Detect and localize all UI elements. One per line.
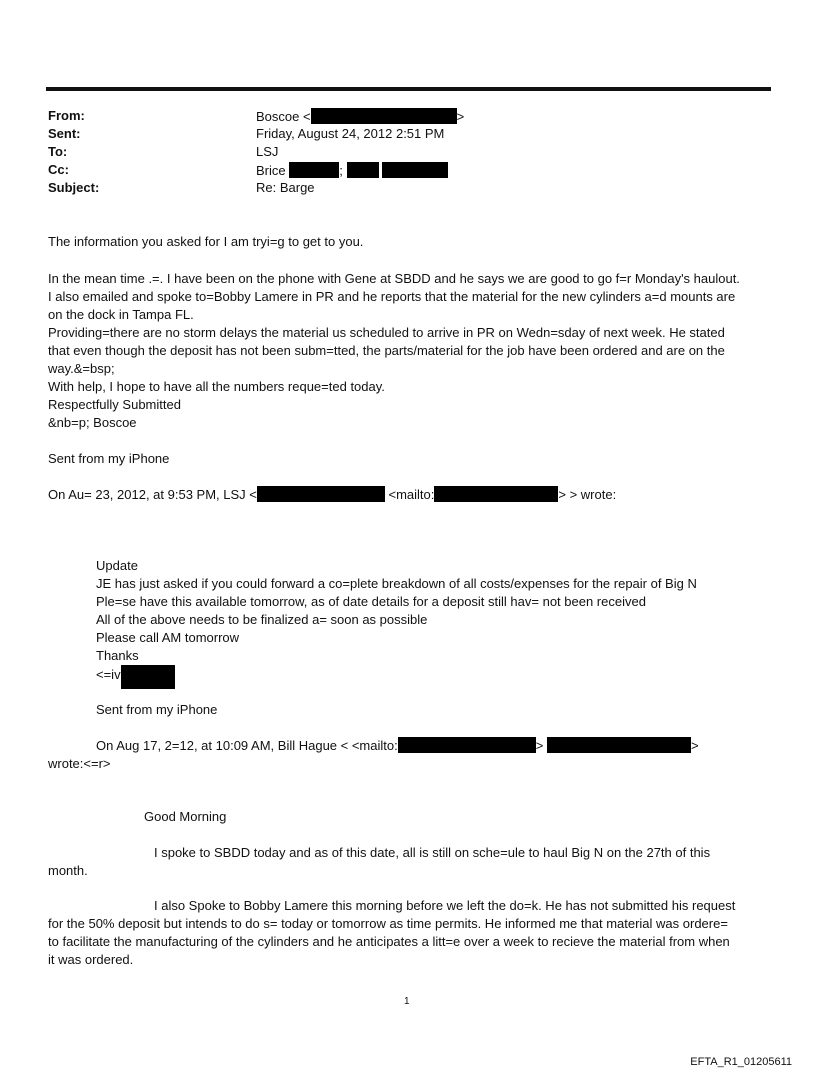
quoted-line: All of the above needs to be finalized a= soon as possible [96,612,428,627]
to-label: To: [48,144,68,159]
redaction-box [257,486,385,502]
cc-separator: ; [339,163,343,178]
quoted-line: Ple=se have this available tomorrow, as of date details for a deposit still hav= not been received [96,594,646,609]
page-number: 1 [404,996,410,1007]
body-line: Respectfully Submitted [48,397,181,412]
document-id: EFTA_R1_01205611 [690,1056,792,1068]
body-line: I also emailed and spoke to=Bobby Lamere in PR and he reports that the material for the new cylinders a=d mounts are [48,289,736,304]
inner-line: I also Spoke to Bobby Lamere this morning before we left the do=k. He has not submitted his request [154,898,736,913]
quote-mid: > [535,738,544,753]
inner-line: month. [48,863,88,878]
body-line: Providing=there are no storm delays the material us scheduled to arrive in PR on Wedn=sday of next week. He stated [48,325,725,340]
sent-from-line: Sent from my iPhone [48,451,170,466]
sent-label: Sent: [48,126,81,141]
redaction-box [382,162,448,178]
to-value: LSJ [256,144,279,159]
redaction-box [547,737,691,753]
cc-value [256,162,448,178]
quote-mailto: <mailto: [388,487,435,502]
quoted-line: Update [96,558,138,573]
redaction-box [121,665,175,689]
inner-line: it was ordered. [48,952,134,967]
cc-label: Cc: [48,162,69,177]
redaction-box [289,162,339,178]
inner-line: for the 50% deposit but intends to do s= today or tomorrow as time permits. He informed me that material was ordere= [48,916,728,931]
subject-label: Subject: [48,180,100,195]
subject-value: Re: Barge [256,180,315,195]
from-close: > [456,109,465,124]
quote-suffix: > > wrote: [558,487,617,502]
from-label: From: [48,108,85,123]
quoted-sent-from: Sent from my iPhone [96,702,218,717]
from-value [256,108,464,124]
inner-line: to facilitate the manufacturing of the cylinders and he anticipates a litt=e over a week to recieve the material from when [48,934,730,949]
quoted-line [96,665,175,689]
quote-wrote: wrote:<=r> [48,756,111,771]
quoted-line: Thanks [96,648,139,663]
redaction-box [434,486,558,502]
body-line: way.&=bsp; [48,361,115,376]
redaction-box [398,737,536,753]
quote-header-1 [48,486,616,504]
from-name: Boscoe < [256,109,311,124]
header-rule [46,87,771,91]
cc-name: Brice [256,163,286,178]
redaction-box [311,108,457,124]
signature-line: &nb=p; Boscoe [48,415,137,430]
greeting: Good Morning [144,809,227,824]
body-line: In the mean time .=. I have been on the phone with Gene at SBDD and he says we are good to go f=r Monday's haulout. [48,271,740,286]
quote-end: > [690,738,699,753]
redaction-box [347,162,379,178]
quoted-signature: <=iv [96,667,121,682]
quoted-line: Please call AM tomorrow [96,630,240,645]
quoted-line: JE has just asked if you could forward a co=plete breakdown of all costs/expenses for the repair of Big N [96,576,697,591]
body-line: The information you asked for I am tryi=g to get to you. [48,234,364,249]
body-line: on the dock in Tampa FL. [48,307,194,322]
body-line: that even though the deposit has not been subm=tted, the parts/material for the job have been ordered and are on the [48,343,725,358]
body-line: With help, I hope to have all the numbers reque=ted today. [48,379,385,394]
quote-prefix: On Au= 23, 2012, at 9:53 PM, LSJ < [48,487,257,502]
inner-line: I spoke to SBDD today and as of this date, all is still on sche=ule to haul Big N on the 27th of this [154,845,711,860]
quote-prefix: On Aug 17, 2=12, at 10:09 AM, Bill Hague < <mailto: [96,738,398,753]
quote-header-2 [96,737,699,755]
sent-value: Friday, August 24, 2012 2:51 PM [256,126,445,141]
